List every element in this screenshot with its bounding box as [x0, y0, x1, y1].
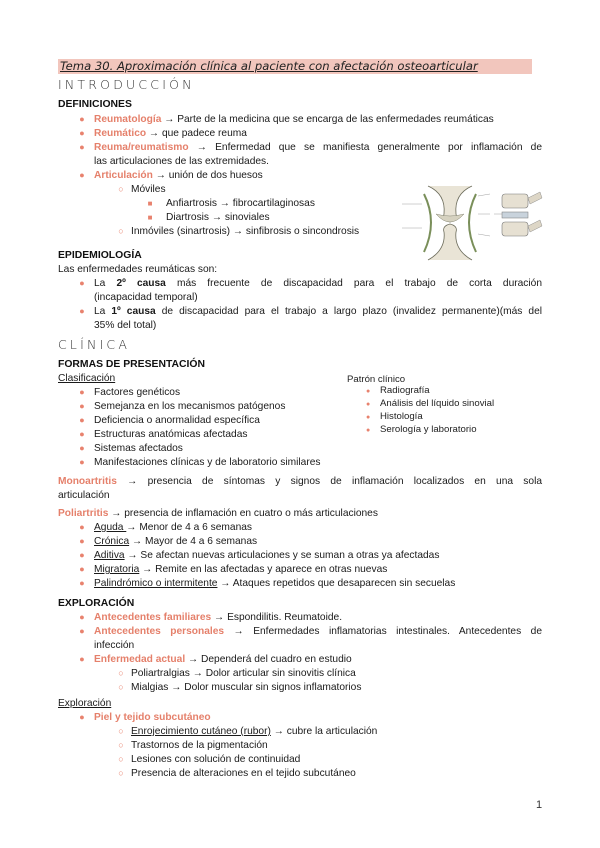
bullet: ●	[79, 536, 85, 546]
piel-item: Presencia de alteraciones en el tejido subcutáneo	[131, 768, 356, 779]
monoartritis-def: Monoartritis → presencia de síntomas y signos de inflamación localizados en una sola	[58, 476, 542, 487]
formas-heading: FORMAS DE PRESENTACIÓN	[58, 359, 206, 370]
poli-cronica: Crónica → Mayor de 4 a 6 semanas	[94, 536, 258, 547]
moviles: Móviles	[131, 184, 166, 195]
antecedentes-personales-cont: infección	[94, 640, 135, 651]
bullet: ●	[79, 550, 85, 560]
patron-item: Histología	[380, 411, 423, 422]
clasificacion-label: Clasificación	[58, 373, 116, 384]
circle-bullet: ○	[118, 668, 124, 678]
bullet: ●	[79, 170, 85, 180]
piel-tejido: Piel y tejido subcutáneo	[94, 712, 211, 723]
bullet: ●	[79, 401, 85, 411]
bullet: ●	[79, 415, 85, 425]
monoartritis-cont: articulación	[58, 490, 110, 501]
patron-item: Análisis del líquido sinovial	[380, 398, 495, 409]
inmoviles: Inmóviles (sinartrosis) → sinfibrosis o sincondrosis	[131, 226, 360, 237]
piel-item: Trastornos de la pigmentación	[131, 740, 268, 751]
diartrosis: Diartrosis → sinoviales	[166, 212, 270, 223]
def-reuma-cont: las articulaciones de las extremidades.	[94, 156, 269, 167]
poliartritis-def: Poliartritis → presencia de inflamación en cuatro o más articulaciones	[58, 508, 378, 519]
poli-aguda: Aguda → Menor de 4 a 6 semanas	[94, 522, 253, 533]
square-bullet: ■	[147, 199, 153, 208]
bullet: ●	[79, 142, 85, 152]
epi-item-1-cont: (incapacidad temporal)	[94, 292, 198, 303]
poli-aditiva: Aditiva → Se afectan nuevas articulaciones y se suman a otras ya afectadas	[94, 550, 440, 561]
anfiartrosis: Anfiartrosis → fibrocartilaginosas	[166, 198, 315, 209]
def-articulacion: Articulación → unión de dos huesos	[94, 170, 263, 181]
bullet: ●	[79, 429, 85, 439]
section-clinica-heading: CLÍNICA	[58, 337, 131, 352]
patron-clinico-title: Patrón clínico	[347, 374, 406, 385]
def-reumatologia: Reumatología → Parte de la medicina que se encarga de las enfermedades reumáticas	[94, 114, 494, 125]
clasif-item: Semejanza en los mecanismos patógenos	[94, 401, 286, 412]
poli-palindromico: Palindrómico o intermitente → Ataques repetidos que desaparecen sin secuelas	[94, 578, 456, 589]
bullet: ●	[79, 306, 85, 316]
enfermedad-actual: Enfermedad actual → Dependerá del cuadro en estudio	[94, 654, 352, 665]
clasif-item: Factores genéticos	[94, 387, 181, 398]
bullet: ●	[79, 114, 85, 124]
circle-bullet: ○	[118, 184, 124, 194]
bullet: ●	[79, 578, 85, 588]
bullet: ●	[79, 626, 85, 636]
definiciones-heading: DEFINICIONES	[58, 99, 132, 110]
circle-bullet: ○	[118, 768, 124, 778]
bullet: ●	[366, 414, 371, 421]
circle-bullet: ○	[118, 740, 124, 750]
poli-migratoria: Migratoria → Remite en las afectadas y aparece en otras nuevas	[94, 564, 388, 575]
page-title: Tema 30. Aproximación clínica al paciente con afectación osteoarticular	[58, 59, 532, 74]
square-bullet: ■	[147, 213, 153, 222]
epi-item-2: La 1º causa de discapacidad para el trabajo a largo plazo (invalidez permanente)(más del	[94, 306, 543, 317]
bullet: ●	[79, 712, 85, 722]
patron-item: Serología y laboratorio	[380, 424, 477, 435]
antecedentes-familiares: Antecedentes familiares → Espondilitis. Reumatoide.	[94, 612, 343, 623]
clasif-item: Manifestaciones clínicas y de laboratorio similares	[94, 457, 321, 468]
joint-anatomy-figure	[398, 184, 546, 262]
bullet: ●	[366, 388, 371, 395]
bullet: ●	[366, 427, 371, 434]
piel-item: Lesiones con solución de continuidad	[131, 754, 301, 765]
bullet: ●	[79, 443, 85, 453]
epi-intro: Las enfermedades reumáticas son:	[58, 264, 218, 275]
bullet: ●	[79, 128, 85, 138]
clasif-item: Sistemas afectados	[94, 443, 183, 454]
section-introduccion-heading: INTRODUCCIÓN	[58, 77, 195, 92]
circle-bullet: ○	[118, 754, 124, 764]
mialgias: Mialgias → Dolor muscular sin signos inflamatorios	[131, 682, 362, 693]
circle-bullet: ○	[118, 682, 124, 692]
bullet: ●	[79, 612, 85, 622]
enrojecimiento: Enrojecimiento cutáneo (rubor) → cubre la articulación	[131, 726, 378, 737]
patron-item: Radiografía	[380, 385, 430, 396]
epidemiologia-heading: EPIDEMIOLOGÍA	[58, 250, 142, 261]
antecedentes-personales: Antecedentes personales → Enfermedades inflamatorias intestinales. Antecedentes de	[94, 626, 542, 637]
bullet: ●	[79, 564, 85, 574]
bullet: ●	[79, 387, 85, 397]
bullet: ●	[79, 654, 85, 664]
epi-item-2-cont: 35% del total)	[94, 320, 157, 331]
def-reuma: Reuma/reumatismo → Enfermedad que se manifiesta generalmente por inflamación de	[94, 142, 542, 153]
bullet: ●	[79, 457, 85, 467]
exploracion-sub-label: Exploración	[58, 698, 112, 709]
clasif-item: Deficiencia o anormalidad específica	[94, 415, 260, 426]
circle-bullet: ○	[118, 226, 124, 236]
epi-item-1: La 2º causa más frecuente de discapacidad para el trabajo de corta duración	[94, 278, 542, 289]
exploracion-heading: EXPLORACIÓN	[58, 598, 135, 609]
bullet: ●	[79, 522, 85, 532]
poliartralgias: Poliartralgias → Dolor articular sin sinovitis clínica	[131, 668, 356, 679]
circle-bullet: ○	[118, 726, 124, 736]
bullet: ●	[79, 278, 85, 288]
clasif-item: Estructuras anatómicas afectadas	[94, 429, 248, 440]
page-number: 1	[536, 799, 543, 811]
bullet: ●	[366, 401, 371, 408]
def-reumatico: Reumático → que padece reuma	[94, 128, 247, 139]
